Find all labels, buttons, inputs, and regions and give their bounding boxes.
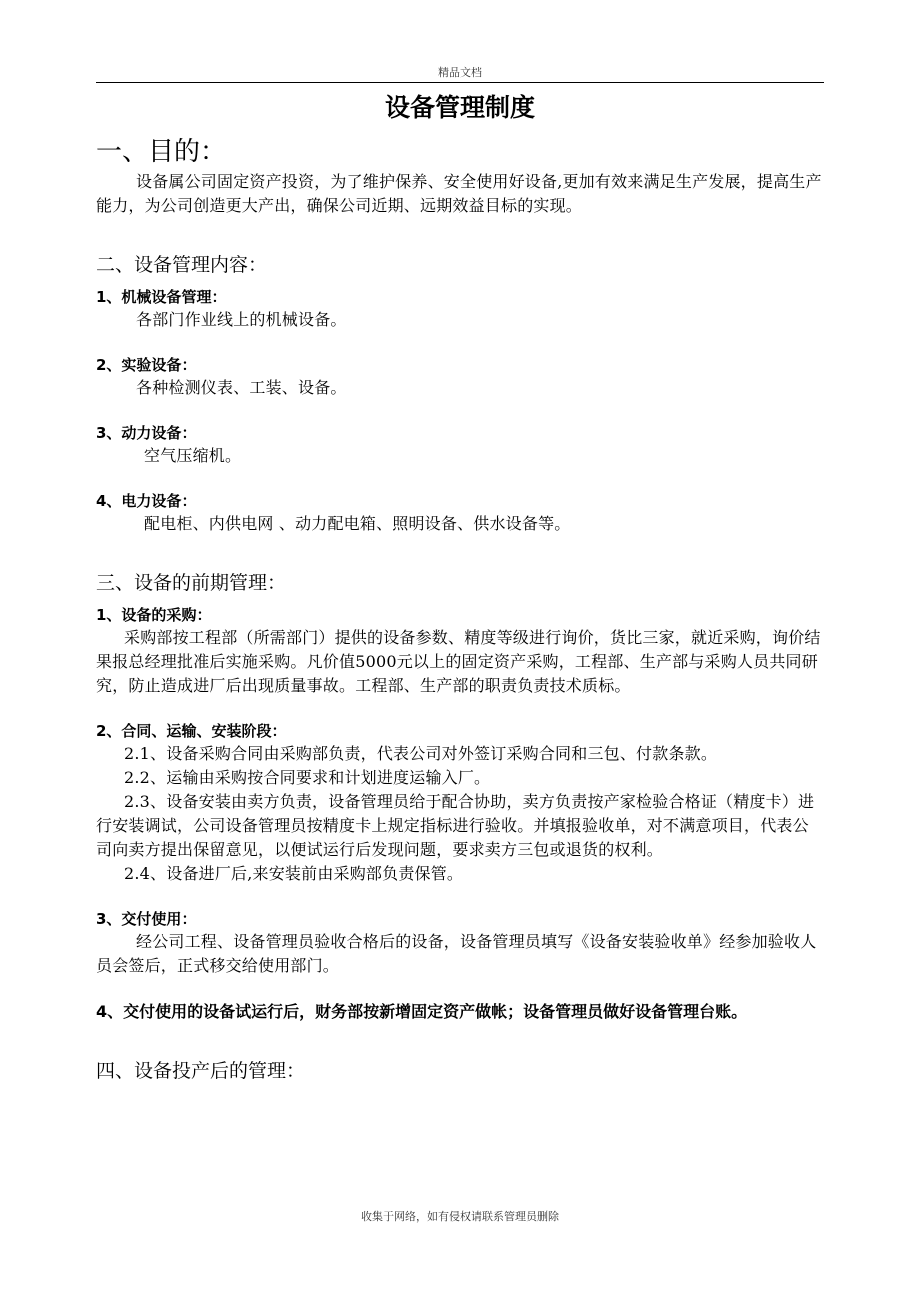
section-1-body: 设备属公司固定资产投资，为了维护保养、安全使用好设备,更加有效来满足生产发展，提高生产能力，为公司创造更大产出，确保公司近期、远期效益目标的实现。	[96, 172, 822, 215]
section-4-heading: 四、设备投产后的管理：	[96, 1060, 306, 1082]
section-1-heading: 一、目的：	[96, 137, 227, 167]
s3-item-2-p4: 2.4、设备进厂后,来安装前由采购部负责保管。	[124, 864, 464, 883]
page-header: 精品文档	[438, 66, 482, 79]
s3-item-4-text: 4、交付使用的设备试运行后，财务部按新增固定资产做帐；设备管理员做好设备管理台账。	[96, 1002, 748, 1021]
header-rule	[96, 82, 824, 83]
s2-item-4-text: 配电柜、内供电网 、动力配电箱、照明设备、供水设备等。	[144, 514, 571, 533]
s2-item-3-label: 3、动力设备：	[96, 424, 197, 442]
s3-item-2-label: 2、合同、运输、安装阶段：	[96, 722, 287, 740]
s3-item-1-text: 采购部按工程部（所需部门）提供的设备参数、精度等级进行询价，货比三家，就近采购，询价结果报总经理批准后实施采购。凡价值5000元以上的固定资产采购，工程部、生产部与采购人员共同研究，防止造成进厂后出现质量事故。工程部、生产部的职责负责技术质标。	[96, 628, 821, 695]
s2-item-1-label: 1、机械设备管理：	[96, 288, 227, 306]
s3-item-3-text: 经公司工程、设备管理员验收合格后的设备，设备管理员填写《设备安装验收单》经参加验收人员会签后，正式移交给使用部门。	[96, 932, 817, 975]
s3-item-3-label: 3、交付使用：	[96, 910, 197, 928]
section-3-heading: 三、设备的前期管理：	[96, 572, 287, 594]
s2-item-4-label: 4、电力设备：	[96, 492, 197, 510]
s2-item-3-text: 空气压缩机。	[144, 446, 242, 465]
s3-item-2-p2: 2.2、运输由采购按合同要求和计划进度运输入厂。	[124, 768, 491, 787]
s3-item-1-label: 1、设备的采购：	[96, 606, 212, 624]
section-2-heading: 二、设备管理内容：	[96, 254, 268, 276]
s3-item-2-p3: 2.3、设备安装由卖方负责，设备管理员给于配合协助，卖方负责按产家检验合格证（精度卡）进行安装调试，公司设备管理员按精度卡上规定指标进行验收。并填报验收单，对不满意项目，代表公司向卖方提出保留意见，以便试运行后发现问题，要求卖方三包或退货的权利。	[96, 792, 815, 859]
document-title: 设备管理制度	[384, 93, 535, 122]
s2-item-2-label: 2、实验设备：	[96, 356, 197, 374]
s2-item-2-text: 各种检测仪表、工装、设备。	[136, 378, 347, 397]
s3-item-2-p1: 2.1、设备采购合同由采购部负责，代表公司对外签订采购合同和三包、付款条款。	[124, 744, 718, 763]
page-footer: 收集于网络，如有侵权请联系管理员删除	[361, 1210, 559, 1223]
s2-item-1-text: 各部门作业线上的机械设备。	[136, 310, 347, 329]
document-body	[96, 92, 824, 1092]
